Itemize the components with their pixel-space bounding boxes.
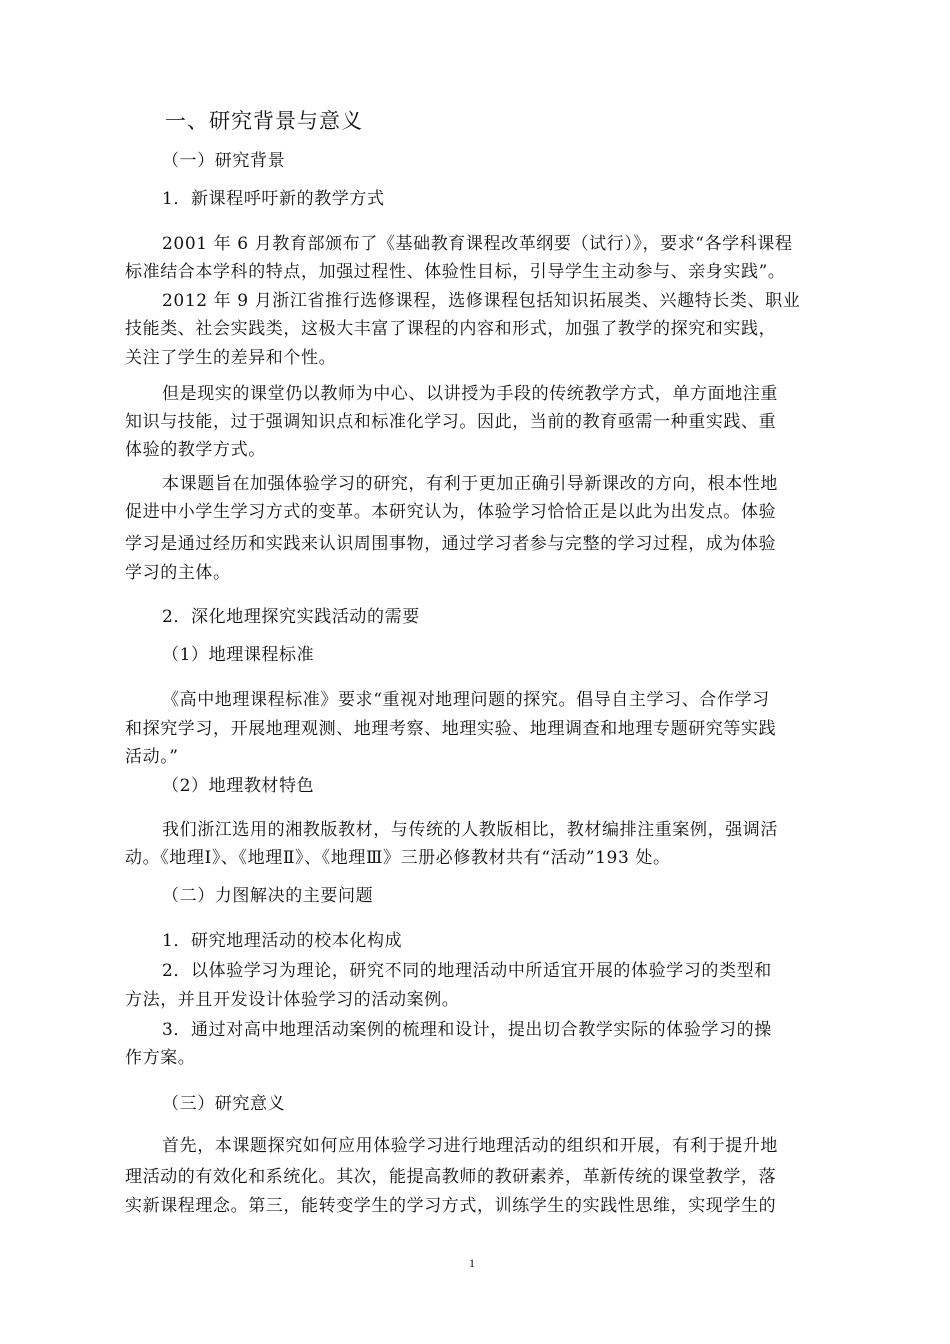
paragraph-line: 学习的主体。	[125, 563, 231, 583]
paragraph-line: 和探究学习，开展地理观测、地理考察、地理实验、地理调查和地理专题研究等实践	[125, 719, 777, 739]
section-heading: 一、研究背景与意义	[165, 109, 363, 133]
paragraph-line: 技能类、社会实践类，这极大丰富了课程的内容和形式，加强了教学的探究和实践，	[125, 319, 777, 339]
paragraph-line: 知识与技能，过于强调知识点和标准化学习。因此，当前的教育亟需一种重实践、重	[125, 412, 777, 432]
subsection-heading: （二）力图解决的主要问题	[162, 886, 374, 906]
paragraph-line: 首先，本课题探究如何应用体验学习进行地理活动的组织和开展，有利于提升地	[162, 1136, 778, 1156]
paragraph-line: 学习是通过经历和实践来认识周围事物，通过学习者参与完整的学习过程，成为体验	[125, 534, 777, 554]
page-number: 1	[469, 1256, 475, 1270]
paragraph-line: 本课题旨在加强体验学习的研究，有利于更加正确引导新课改的方向，根本性地	[162, 474, 778, 494]
paragraph-line: 《高中地理课程标准》要求“重视对地理问题的探究。倡导自主学习、合作学习	[162, 690, 770, 710]
paragraph-line: 标准结合本学科的特点，加强过程性、体验性目标，引导学生主动参与、亲身实践”。	[125, 262, 786, 282]
paragraph-line: 但是现实的课堂仍以教师为中心、以讲授为手段的传统教学方式，单方面地注重	[162, 384, 778, 404]
paragraph-line: 2001 年 6 月教育部颁布了《基础教育课程改革纲要（试行）》，要求“各学科课程	[162, 234, 793, 254]
list-item-continuation: 作方案。	[125, 1048, 196, 1068]
subsection-heading: （三）研究意义	[162, 1094, 286, 1114]
list-item: 1．研究地理活动的校本化构成	[162, 931, 403, 951]
sub-item-heading: （1）地理课程标准	[162, 645, 315, 665]
paragraph-line: 关注了学生的差异和个性。	[125, 348, 337, 368]
paragraph-line: 我们浙江选用的湘教版教材，与传统的人教版相比，教材编排注重案例，强调活	[162, 820, 778, 840]
list-item: 3．通过对高中地理活动案例的梳理和设计，提出切合教学实际的体验学习的操	[162, 1020, 772, 1040]
sub-item-heading: （2）地理教材特色	[162, 776, 315, 796]
numbered-item-heading: 1．新课程呼吁新的教学方式	[162, 189, 385, 209]
paragraph-line: 理活动的有效化和系统化。其次，能提高教师的教研素养，革新传统的课堂教学，落	[125, 1167, 777, 1187]
list-item-continuation: 方法，并且开发设计体验学习的活动案例。	[125, 990, 460, 1010]
paragraph-line: 促进中小学生学习方式的变革。本研究认为，体验学习恰恰正是以此为出发点。体验	[125, 502, 777, 522]
paragraph-line: 实新课程理念。第三，能转变学生的学习方式，训练学生的实践性思维，实现学生的	[125, 1196, 777, 1216]
list-item: 2．以体验学习为理论，研究不同的地理活动中所适宜开展的体验学习的类型和	[162, 961, 772, 981]
paragraph-line: 动。《地理Ⅰ》、《地理Ⅱ》、《地理Ⅲ》三册必修教材共有“活动”193 处。	[125, 848, 671, 868]
numbered-item-heading: 2．深化地理探究实践活动的需要	[162, 607, 420, 627]
paragraph-line: 体验的教学方式。	[125, 440, 266, 460]
subsection-heading: （一）研究背景	[162, 151, 286, 171]
paragraph-line: 活动。”	[125, 747, 179, 767]
paragraph-line: 2012 年 9 月浙江省推行选修课程，选修课程包括知识拓展类、兴趣特长类、职业	[162, 291, 801, 311]
